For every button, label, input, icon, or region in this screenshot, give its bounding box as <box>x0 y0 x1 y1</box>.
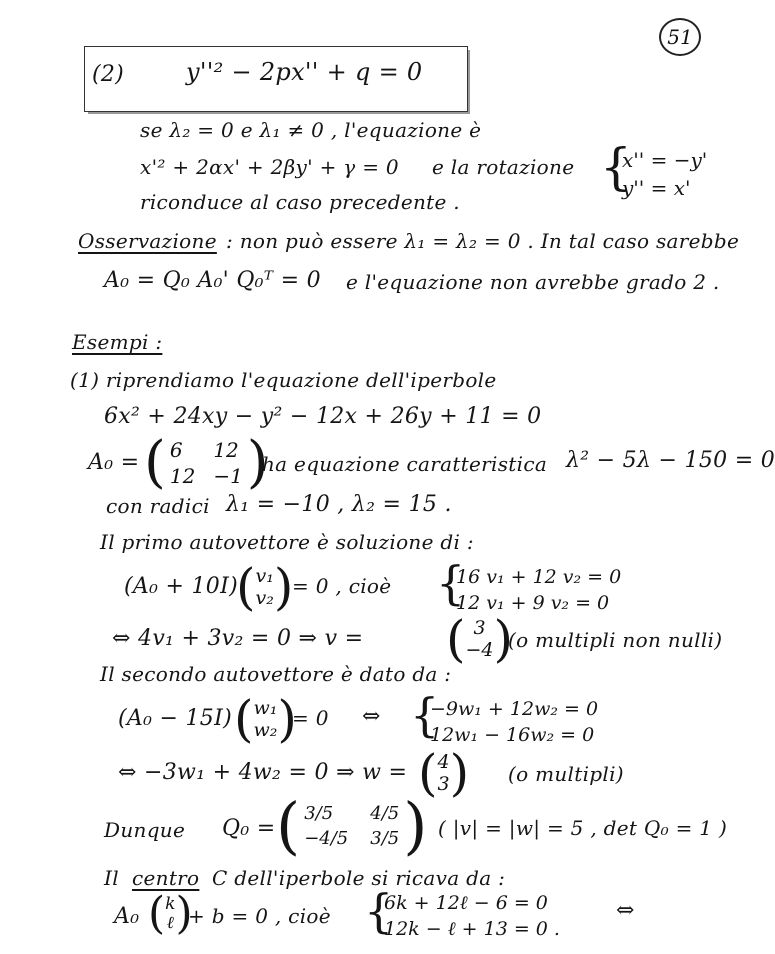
equivalence-1: ⇔ 4v₁ + 3v₂ = 0 ⇒ v = <box>112 626 364 651</box>
rotation-eq-2: y'' = x' <box>622 176 691 200</box>
A0-12: 12 <box>213 438 239 462</box>
system2-brace: { <box>410 688 440 742</box>
w-result-vector: ( 4 3 ) <box>418 744 470 802</box>
Q0-note: ( |v| = |w| = 5 , det Q₀ = 1 ) <box>438 816 728 840</box>
center-equiv: ⇔ <box>616 898 635 923</box>
v-result-vector: ( 3 −4 ) <box>446 610 514 668</box>
rotation-brace: { <box>600 138 632 196</box>
w-result-1: 4 <box>437 751 450 773</box>
A0-matrix: ( 6 12 12 −1 ) <box>144 430 269 495</box>
Q0-11: 3/5 <box>304 803 334 824</box>
system2-eq1: −9w₁ + 12w₂ = 0 <box>430 698 599 720</box>
dunque-label: Dunque <box>104 818 186 842</box>
boxed-equation: y''² − 2px'' + q = 0 <box>186 58 423 86</box>
system1-eq: = 0 , cioè <box>292 574 392 598</box>
l: ℓ <box>166 913 174 933</box>
system1 <box>456 564 621 616</box>
k: k <box>165 894 176 914</box>
Q0-21: −4/5 <box>304 828 349 849</box>
system1-eq2: 12 v₁ + 9 v₂ = 0 <box>456 592 610 614</box>
center-text-b: C dell'iperbole si ricava da : <box>212 866 506 890</box>
char-eq-text: ha equazione caratteristica <box>262 452 548 476</box>
center-eq: + b = 0 , cioè <box>188 904 331 928</box>
A0-label: A₀ = <box>88 450 140 475</box>
equivalence-2: ⇔ −3w₁ + 4w₂ = 0 ⇒ w = <box>118 760 408 785</box>
system2 <box>430 696 598 748</box>
w1: w₁ <box>253 697 278 719</box>
rotation-system <box>622 146 707 202</box>
system1-brace: { <box>436 556 466 610</box>
center-word: centro <box>132 866 200 890</box>
Q0-22: 3/5 <box>370 828 400 849</box>
para1-line2: x'² + 2αx' + 2βy' + γ = 0 <box>140 155 399 179</box>
equation-label: (2) <box>92 62 125 87</box>
system2-eq: = 0 <box>292 706 329 730</box>
v-result-2: −4 <box>465 639 494 661</box>
center-brace: { <box>364 884 394 938</box>
v-vector: ( v₁ v₂ ) <box>236 558 294 616</box>
first-eigenvector-text: Il primo autovettore è soluzione di : <box>100 530 474 554</box>
Q0-label: Q₀ = <box>222 816 276 841</box>
char-equation: λ² − 5λ − 150 = 0 <box>566 448 775 473</box>
w-vector: ( w₁ w₂ ) <box>234 690 297 748</box>
center-left: A₀ <box>114 904 140 929</box>
system1-eq1: 16 v₁ + 12 v₂ = 0 <box>456 566 622 588</box>
Q0-matrix: ( 3/5 4/5 −4/5 3/5 ) <box>276 789 428 862</box>
system1-left: (A₀ + 10I) <box>124 574 238 599</box>
roots: λ₁ = −10 , λ₂ = 15 . <box>226 492 452 517</box>
A0-11: 6 <box>169 438 183 462</box>
A0-21: 12 <box>169 464 196 488</box>
para1-line3: riconduce al caso precedente . <box>140 190 460 214</box>
rotation-eq-1: x'' = −y' <box>622 148 708 172</box>
Q0-12: 4/5 <box>370 803 400 824</box>
v2: v₂ <box>255 587 274 609</box>
system2-left: (A₀ − 15I) <box>118 706 232 731</box>
observation-title: Osservazione <box>78 229 217 253</box>
example1-intro: (1) riprendiamo l'equazione dell'iperbole <box>70 368 497 392</box>
observation-formula: A₀ = Q₀ A₀' Q₀ᵀ = 0 <box>104 268 321 293</box>
second-eigenvector-text: Il secondo autovettore è dato da : <box>100 662 452 686</box>
roots-label: con radici <box>106 494 210 518</box>
para1-line2b: e la rotazione <box>432 155 575 179</box>
kl-vector: ( k ℓ ) <box>148 888 193 939</box>
center-system <box>384 890 560 942</box>
v-note: (o multipli non nulli) <box>508 628 723 652</box>
observation-line2: e l'equazione non avrebbe grado 2 . <box>346 270 720 294</box>
v1: v₁ <box>255 565 274 587</box>
w-note: (o multipli) <box>508 762 624 786</box>
center-text-a: Il <box>104 866 119 890</box>
system2-equiv: ⇔ <box>362 704 381 729</box>
w2: w₂ <box>253 719 278 741</box>
para1-line1: se λ₂ = 0 e λ₁ ≠ 0 , l'equazione è <box>140 118 482 142</box>
w-result-2: 3 <box>437 773 450 795</box>
examples-title: Esempi : <box>72 330 163 354</box>
center-eq1: 6k + 12ℓ − 6 = 0 <box>384 892 548 914</box>
A0-22: −1 <box>213 464 243 488</box>
v-result-1: 3 <box>473 617 486 639</box>
hyperbola-equation: 6x² + 24xy − y² − 12x + 26y + 11 = 0 <box>104 404 542 429</box>
system2-eq2: 12w₁ − 16w₂ = 0 <box>430 724 595 746</box>
center-eq2: 12k − ℓ + 13 = 0 . <box>384 918 560 940</box>
observation-line1: : non può essere λ₁ = λ₂ = 0 . In tal caso sarebbe <box>226 229 740 253</box>
page-number: 51 <box>659 18 701 56</box>
